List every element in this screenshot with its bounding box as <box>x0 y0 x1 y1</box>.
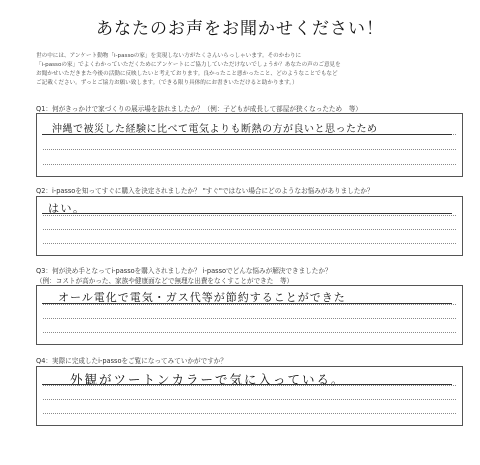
question-2-answer-box[interactable] <box>36 196 463 256</box>
ruled-line <box>43 215 456 216</box>
ruled-line <box>43 243 456 244</box>
question-3-label: Q3：何が決め手となってi-passoを購入されましたか？ i-passoでどんな悩みが解決できましたか？ <box>36 267 332 275</box>
answer-underline <box>42 384 452 385</box>
ruled-line <box>43 229 456 230</box>
question-3-answer: オール電化で電気・ガス代等が節約することができた <box>58 291 346 304</box>
intro-line: ご記載ください。ずっとご協力お願い致します。（できる限り具体的にお書きいただけると助かります。） <box>36 80 298 86</box>
question-4-answer: 外観がツートンカラーで気に入っている。 <box>70 372 346 387</box>
question-1-answer: 沖縄で被災した経験に比べて電気よりも断熱の方が良いと思ったため <box>52 124 378 135</box>
ruled-line <box>43 318 456 319</box>
intro-text <box>36 52 436 88</box>
question-2-answer: はい。 <box>48 202 86 215</box>
page-title: あなたのお声をお聞かせください！ <box>96 19 384 39</box>
ruled-line <box>43 332 456 333</box>
question-1-label: Q1：何がきっかけで家づくりの展示場を訪れましたか？（例：子どもが成長して部屋が狭くなったため 等） <box>36 105 362 113</box>
question-2-label: Q2：i-passoを知ってすぐに購入を決定されましたか？ "すぐ"ではない場合にどのようなお悩みがありましたか？ <box>36 187 374 195</box>
question-4-label: Q4：実際に完成したi-passoをご覧になってみていかがですか？ <box>36 357 227 365</box>
ruled-line <box>43 149 456 150</box>
question-3-example: （例：コストが高かった、家族や健康面などで無理な出費をなくすことができた 等） <box>36 277 294 285</box>
ruled-line <box>43 399 456 400</box>
intro-line: お聞かせいただきまた今後の活動に反映したいと考えております。良かったこと悪かったこと、どのようなことでもなど <box>36 71 338 77</box>
answer-underline <box>42 213 452 214</box>
ruled-line <box>43 413 456 414</box>
answer-underline <box>42 303 452 304</box>
ruled-line <box>43 164 456 165</box>
answer-underline <box>42 134 452 135</box>
intro-line: 「i-passoの家」でよくわかっていただくためにアンケートにご協力していただけないでしょうか？あなたの声のご意見を <box>36 62 341 68</box>
intro-line: 世の中には、アンケート動物「i-passoの家」を実現しない方がたくさんいらっしゃいます。そのかわりに <box>36 53 302 59</box>
